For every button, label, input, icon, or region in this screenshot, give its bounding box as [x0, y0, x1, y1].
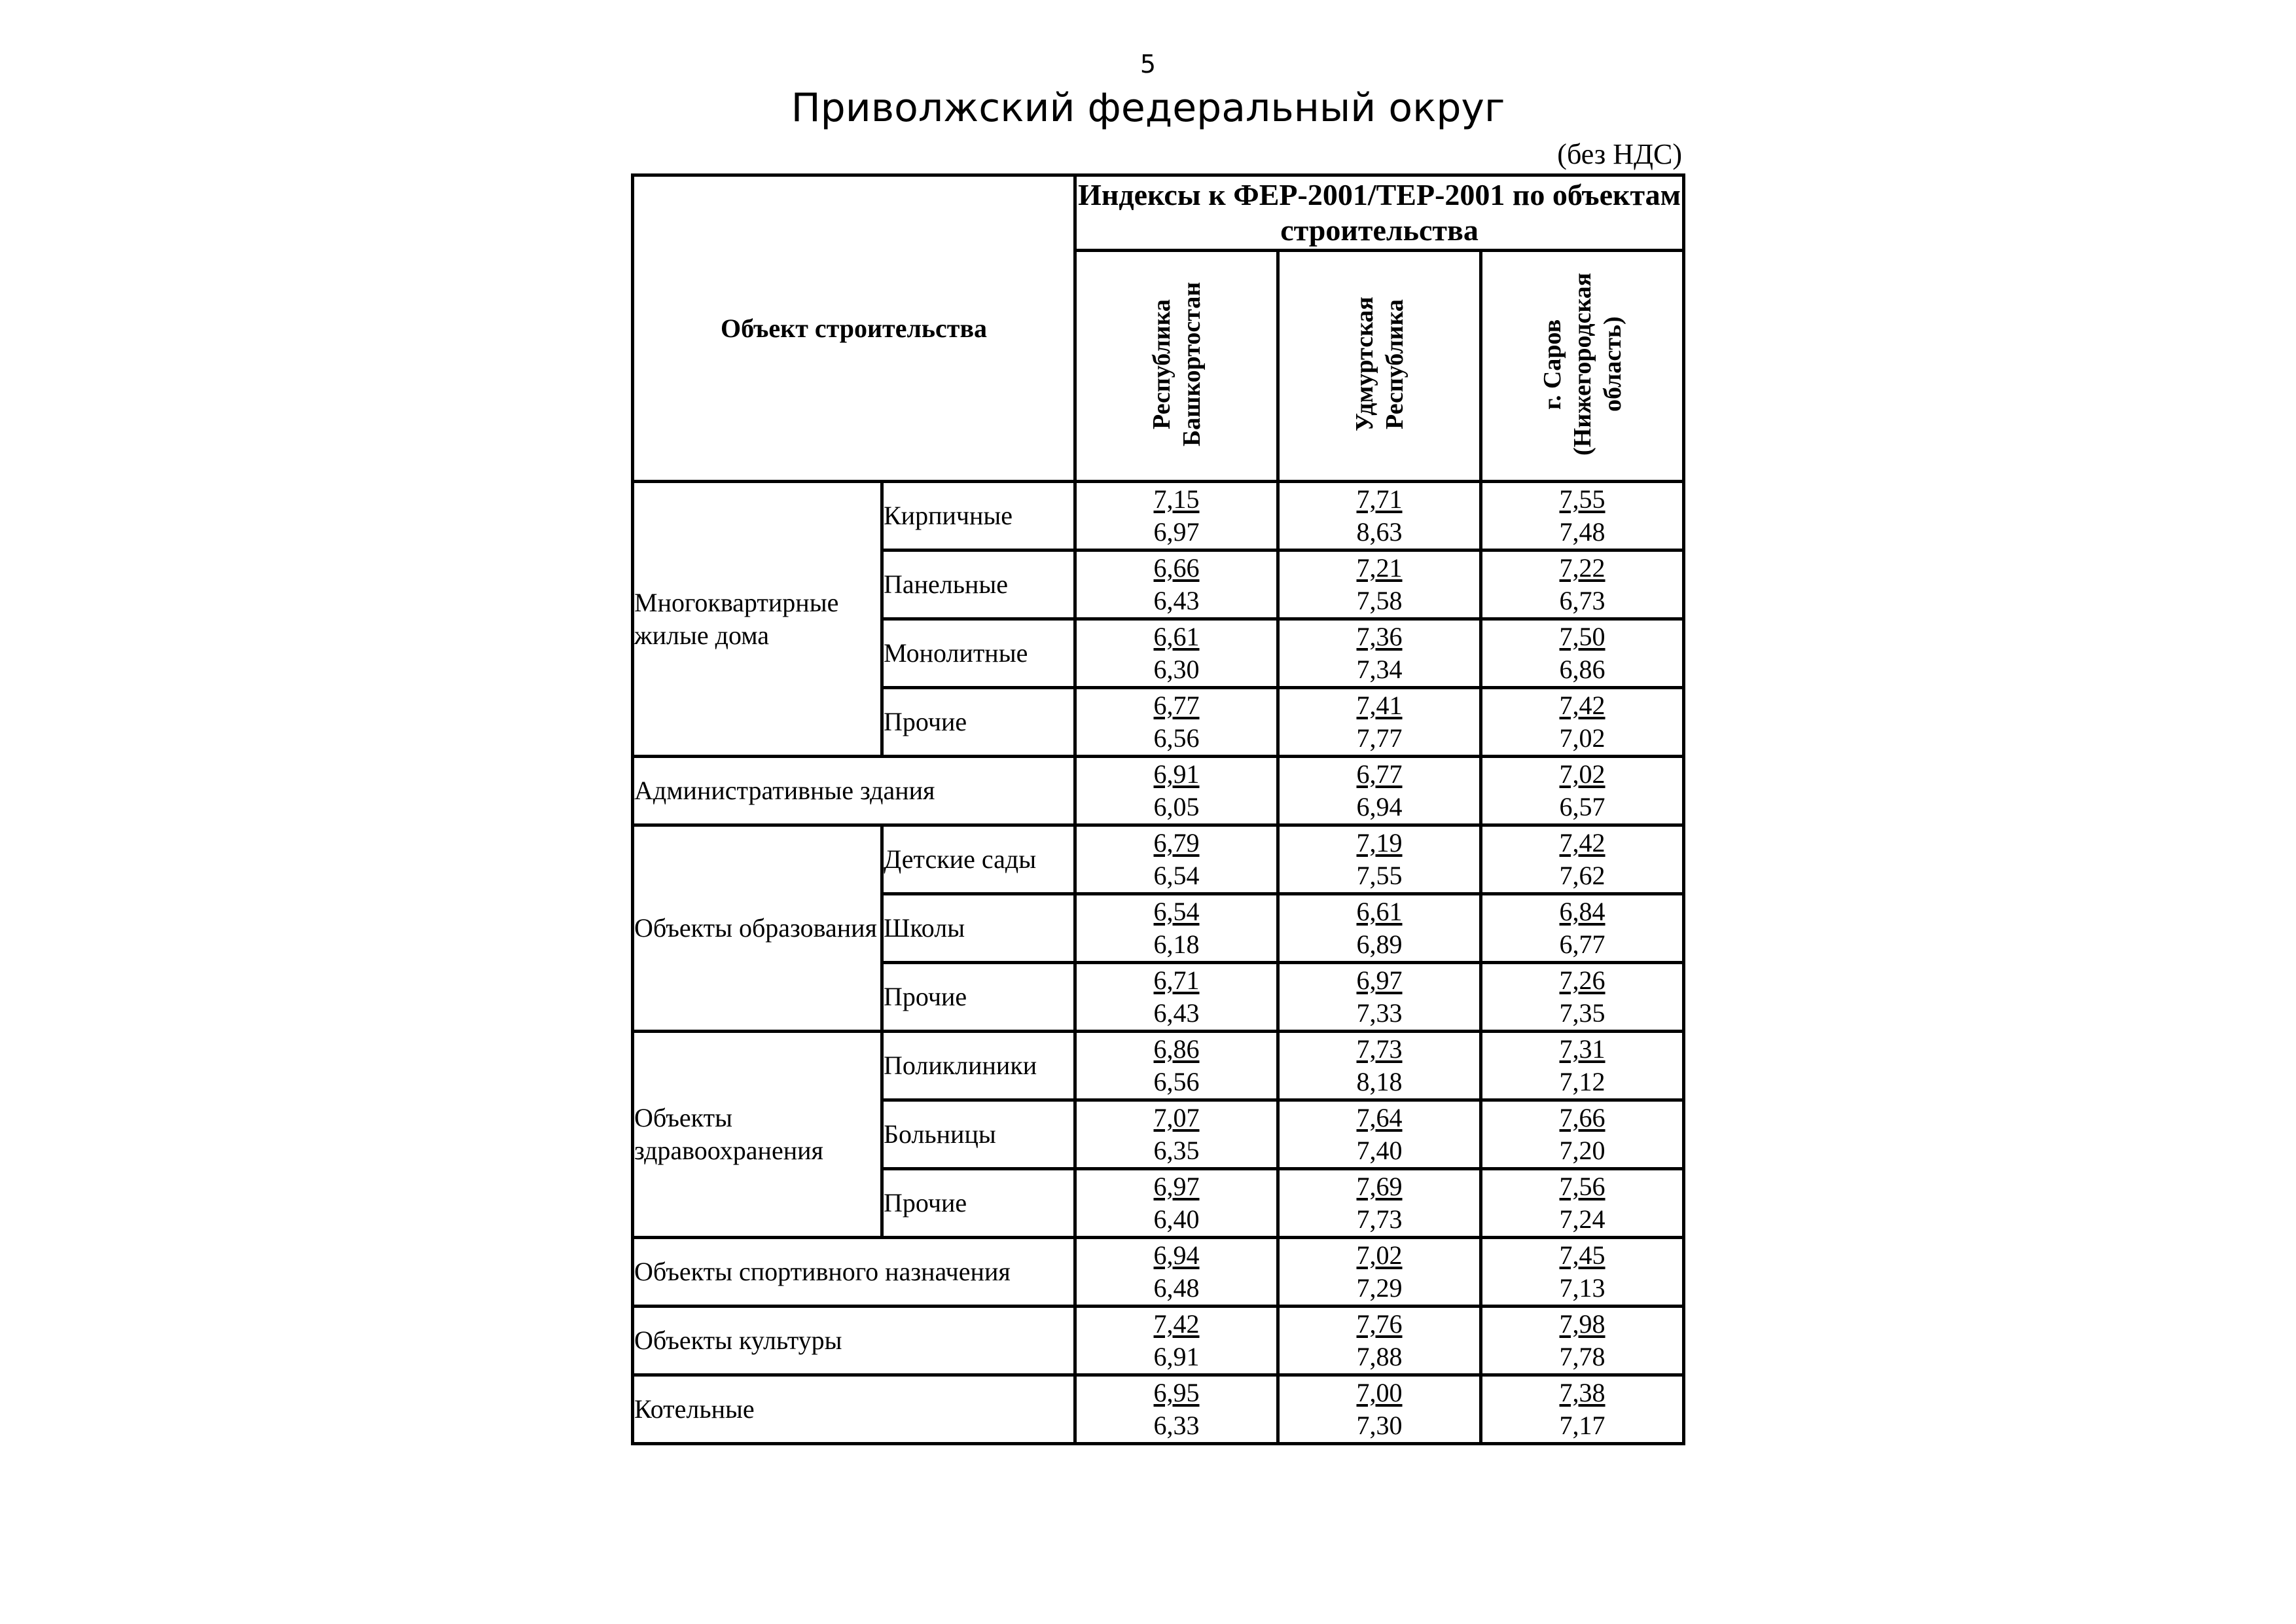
index-value-upper: 7,56 [1559, 1172, 1605, 1201]
index-cell-bashkortostan [1075, 550, 1278, 619]
object-subtype-label: Прочие [882, 1169, 1075, 1238]
index-cell-sarov [1481, 757, 1684, 825]
index-value-upper: 7,02 [1356, 1240, 1403, 1270]
index-value-lower: 7,55 [1356, 861, 1403, 890]
index-value-lower: 6,86 [1559, 655, 1605, 684]
index-cell-bashkortostan [1075, 757, 1278, 825]
header-row-1 [633, 175, 1684, 251]
index-value-upper: 7,02 [1559, 759, 1605, 789]
index-value-upper: 7,66 [1559, 1103, 1605, 1132]
index-cell-udmurtia [1278, 550, 1481, 619]
index-cell-udmurtia [1278, 894, 1481, 963]
index-value-lower: 6,91 [1153, 1342, 1200, 1371]
object-label: Административные здания [633, 757, 1075, 825]
index-cell-bashkortostan [1075, 1375, 1278, 1444]
index-value-upper: 6,84 [1559, 897, 1605, 926]
index-value-upper: 6,86 [1153, 1034, 1200, 1064]
index-value-lower: 6,73 [1559, 586, 1605, 615]
object-column-header: Объект строительства [633, 175, 1075, 482]
index-value-upper: 6,71 [1153, 965, 1200, 995]
object-label: Котельные [633, 1375, 1075, 1444]
index-value-upper: 7,22 [1559, 553, 1605, 583]
index-value-lower: 7,33 [1356, 998, 1403, 1028]
index-value-lower: 7,35 [1559, 998, 1605, 1028]
index-value-lower: 6,30 [1153, 655, 1200, 684]
index-value-lower: 6,43 [1153, 998, 1200, 1028]
index-value-lower: 7,73 [1356, 1204, 1403, 1234]
index-value-upper: 6,66 [1153, 553, 1200, 583]
index-value-lower: 7,40 [1356, 1136, 1403, 1165]
index-value-lower: 7,62 [1559, 861, 1605, 890]
index-value-lower: 6,05 [1153, 792, 1200, 821]
index-cell-udmurtia [1278, 1238, 1481, 1307]
table-row [633, 825, 1684, 894]
index-value-upper: 7,15 [1153, 484, 1200, 514]
index-cell-udmurtia [1278, 963, 1481, 1032]
index-value-upper: 7,76 [1356, 1309, 1403, 1339]
index-value-lower: 6,56 [1153, 1067, 1200, 1096]
index-cell-bashkortostan [1075, 619, 1278, 688]
index-value-upper: 7,07 [1153, 1103, 1200, 1132]
index-cell-sarov [1481, 825, 1684, 894]
table-row [633, 1238, 1684, 1307]
index-cell-bashkortostan [1075, 482, 1278, 550]
index-value-upper: 6,77 [1356, 759, 1403, 789]
page-number: 5 [1139, 50, 1157, 79]
index-value-lower: 8,63 [1356, 517, 1403, 547]
index-value-lower: 7,02 [1559, 723, 1605, 753]
index-value-lower: 6,43 [1153, 586, 1200, 615]
index-cell-bashkortostan [1075, 1169, 1278, 1238]
index-value-lower: 7,24 [1559, 1204, 1605, 1234]
index-value-lower: 6,40 [1153, 1204, 1200, 1234]
index-value-upper: 6,61 [1153, 622, 1200, 651]
index-value-lower: 6,35 [1153, 1136, 1200, 1165]
index-value-lower: 6,54 [1153, 861, 1200, 890]
table-row [633, 482, 1684, 550]
object-group-label: Объекты образования [633, 825, 882, 1032]
index-cell-udmurtia [1278, 619, 1481, 688]
index-value-lower: 7,13 [1559, 1273, 1605, 1303]
index-value-upper: 7,31 [1559, 1034, 1605, 1064]
index-cell-bashkortostan [1075, 1100, 1278, 1169]
index-value-upper: 7,21 [1356, 553, 1403, 583]
index-value-lower: 7,29 [1356, 1273, 1403, 1303]
index-cell-sarov [1481, 1375, 1684, 1444]
object-label: Объекты спортивного назначения [633, 1238, 1075, 1307]
index-cell-sarov [1481, 1307, 1684, 1375]
object-subtype-label: Кирпичные [882, 482, 1075, 550]
index-cell-udmurtia [1278, 757, 1481, 825]
index-value-upper: 7,50 [1559, 622, 1605, 651]
index-cell-sarov [1481, 1169, 1684, 1238]
index-cell-bashkortostan [1075, 825, 1278, 894]
index-cell-sarov [1481, 688, 1684, 757]
indices-header: Индексы к ФЕР-2001/ТЕР-2001 по объектам строительства [1075, 175, 1684, 251]
index-value-upper: 7,55 [1559, 484, 1605, 514]
index-value-upper: 6,95 [1153, 1378, 1200, 1407]
index-value-upper: 7,19 [1356, 828, 1403, 857]
table-row [633, 1032, 1684, 1100]
index-cell-sarov [1481, 619, 1684, 688]
index-cell-sarov [1481, 1238, 1684, 1307]
index-value-lower: 6,48 [1153, 1273, 1200, 1303]
index-value-lower: 7,88 [1356, 1342, 1403, 1371]
index-value-upper: 7,69 [1356, 1172, 1403, 1201]
index-cell-udmurtia [1278, 688, 1481, 757]
object-subtype-label: Прочие [882, 688, 1075, 757]
index-value-upper: 7,42 [1153, 1309, 1200, 1339]
index-value-lower: 7,78 [1559, 1342, 1605, 1371]
index-value-lower: 7,17 [1559, 1411, 1605, 1440]
index-value-upper: 6,91 [1153, 759, 1200, 789]
table-row [633, 757, 1684, 825]
index-cell-sarov [1481, 550, 1684, 619]
object-subtype-label: Поликлиники [882, 1032, 1075, 1100]
table-row [633, 1375, 1684, 1444]
index-value-lower: 7,77 [1356, 723, 1403, 753]
index-value-lower: 6,97 [1153, 517, 1200, 547]
object-subtype-label: Школы [882, 894, 1075, 963]
object-subtype-label: Больницы [882, 1100, 1075, 1169]
index-value-upper: 6,97 [1356, 965, 1403, 995]
index-value-lower: 7,30 [1356, 1411, 1403, 1440]
vat-note: (без НДС) [1557, 138, 1682, 170]
index-value-lower: 7,48 [1559, 517, 1605, 547]
object-label: Объекты культуры [633, 1307, 1075, 1375]
index-value-upper: 7,71 [1356, 484, 1403, 514]
index-cell-udmurtia [1278, 1375, 1481, 1444]
table-row [633, 1307, 1684, 1375]
object-subtype-label: Детские сады [882, 825, 1075, 894]
index-value-upper: 7,41 [1356, 691, 1403, 720]
index-value-upper: 6,61 [1356, 897, 1403, 926]
index-value-upper: 7,73 [1356, 1034, 1403, 1064]
index-cell-bashkortostan [1075, 688, 1278, 757]
index-cell-udmurtia [1278, 1100, 1481, 1169]
object-group-label: Объекты здравоохранения [633, 1032, 882, 1238]
index-value-lower: 7,20 [1559, 1136, 1605, 1165]
index-cell-sarov [1481, 894, 1684, 963]
index-value-lower: 6,57 [1559, 792, 1605, 821]
index-value-upper: 6,97 [1153, 1172, 1200, 1201]
index-value-lower: 7,34 [1356, 655, 1403, 684]
index-value-lower: 8,18 [1356, 1067, 1403, 1096]
index-cell-bashkortostan [1075, 894, 1278, 963]
index-value-upper: 7,42 [1559, 691, 1605, 720]
index-value-lower: 6,56 [1153, 723, 1200, 753]
index-value-upper: 7,26 [1559, 965, 1605, 995]
index-cell-udmurtia [1278, 482, 1481, 550]
index-value-lower: 6,89 [1356, 929, 1403, 959]
object-subtype-label: Прочие [882, 963, 1075, 1032]
index-cell-udmurtia [1278, 1032, 1481, 1100]
region-header-udmurtia: Удмуртская Республика [1278, 251, 1481, 482]
index-cell-bashkortostan [1075, 1307, 1278, 1375]
index-value-upper: 7,64 [1356, 1103, 1403, 1132]
index-value-lower: 6,18 [1153, 929, 1200, 959]
index-value-lower: 7,58 [1356, 586, 1403, 615]
index-value-upper: 7,38 [1559, 1378, 1605, 1407]
index-cell-udmurtia [1278, 825, 1481, 894]
index-value-lower: 7,12 [1559, 1067, 1605, 1096]
index-cell-udmurtia [1278, 1307, 1481, 1375]
object-subtype-label: Монолитные [882, 619, 1075, 688]
index-value-upper: 7,42 [1559, 828, 1605, 857]
index-value-upper: 7,45 [1559, 1240, 1605, 1270]
index-cell-sarov [1481, 963, 1684, 1032]
index-value-lower: 6,33 [1153, 1411, 1200, 1440]
index-value-upper: 7,98 [1559, 1309, 1605, 1339]
index-cell-bashkortostan [1075, 963, 1278, 1032]
region-header-sarov: г. Саров (Нижегородская область) [1481, 251, 1684, 482]
index-value-upper: 6,54 [1153, 897, 1200, 926]
object-group-label: Многоквартирные жилые дома [633, 482, 882, 757]
index-value-upper: 7,00 [1356, 1378, 1403, 1407]
index-cell-sarov [1481, 1032, 1684, 1100]
index-cell-sarov [1481, 1100, 1684, 1169]
index-cell-sarov [1481, 482, 1684, 550]
index-cell-bashkortostan [1075, 1238, 1278, 1307]
indices-table [631, 173, 1685, 1445]
index-cell-bashkortostan [1075, 1032, 1278, 1100]
object-subtype-label: Панельные [882, 550, 1075, 619]
index-value-upper: 7,36 [1356, 622, 1403, 651]
index-value-upper: 6,77 [1153, 691, 1200, 720]
index-value-upper: 6,79 [1153, 828, 1200, 857]
index-cell-udmurtia [1278, 1169, 1481, 1238]
index-value-upper: 6,94 [1153, 1240, 1200, 1270]
index-value-lower: 6,77 [1559, 929, 1605, 959]
region-header-bashkortostan: Республика Башкортостан [1075, 251, 1278, 482]
index-value-lower: 6,94 [1356, 792, 1403, 821]
page-title: Приволжский федеральный округ [791, 85, 1505, 131]
